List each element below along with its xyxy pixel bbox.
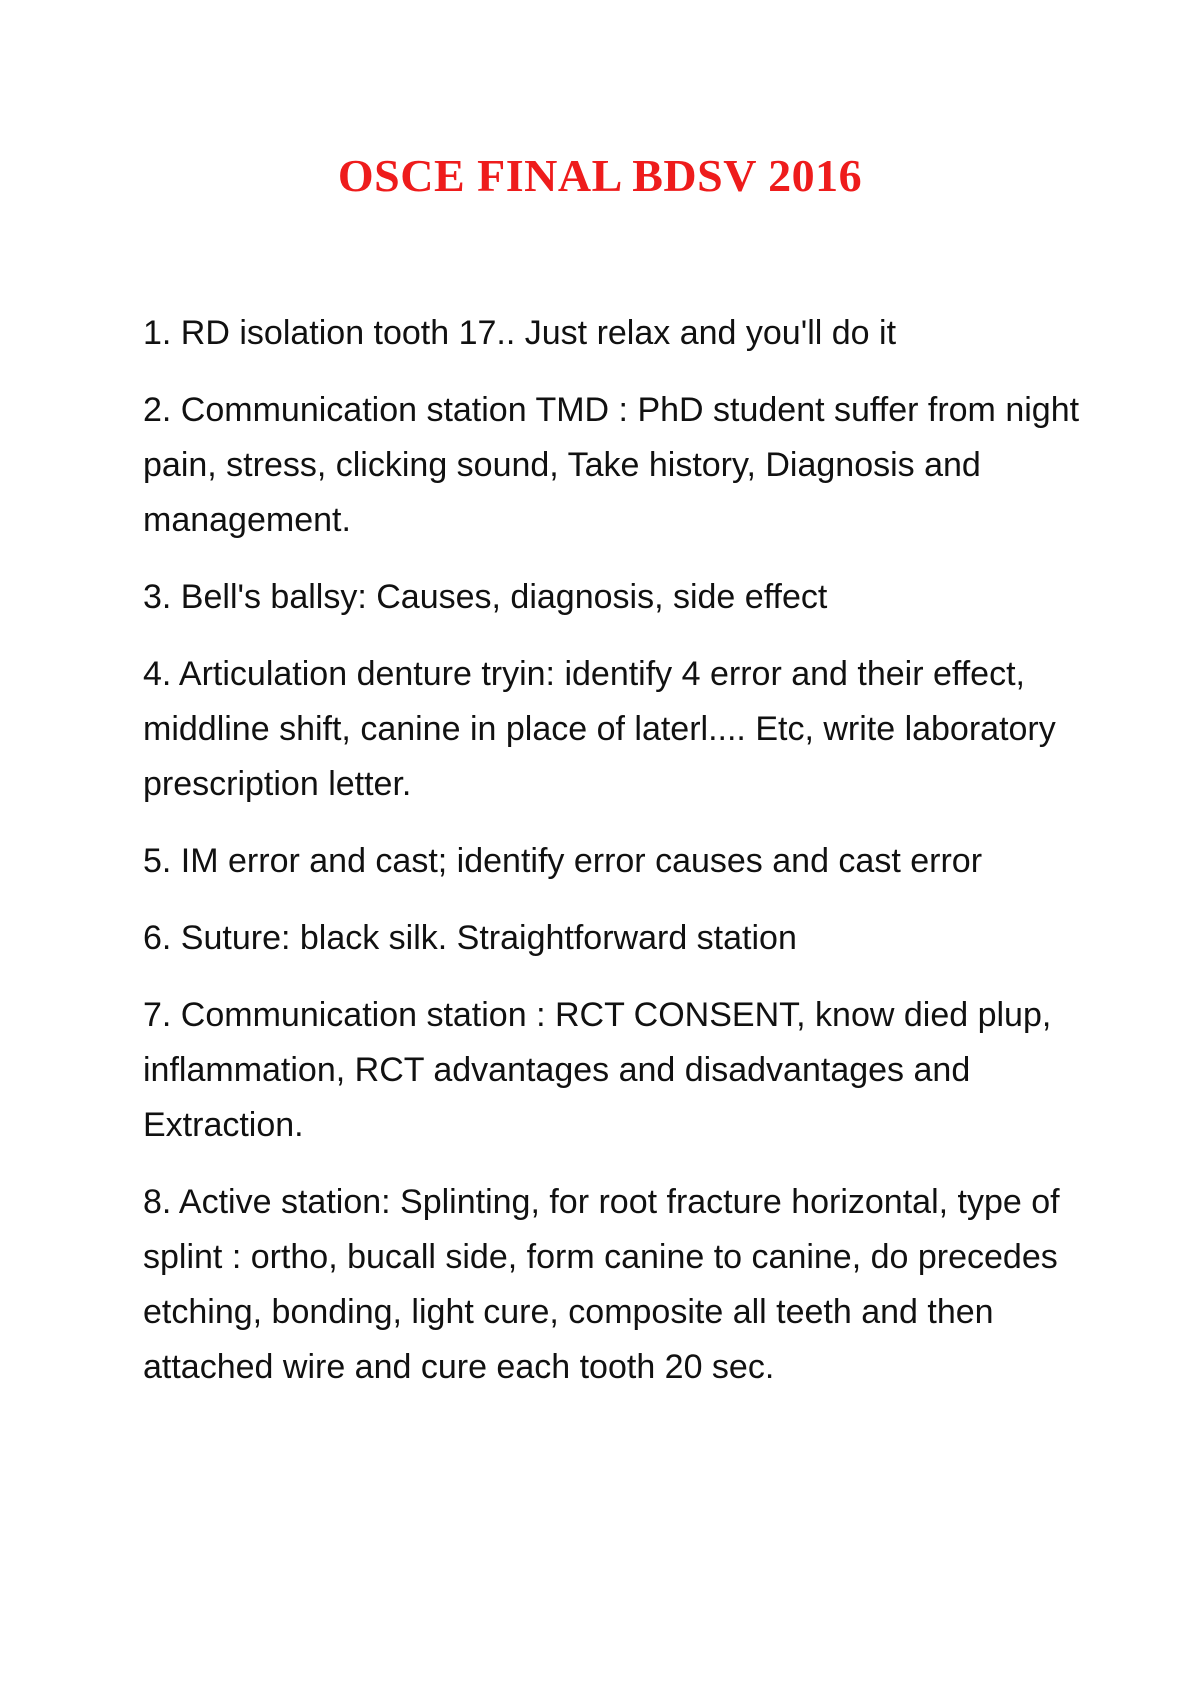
station-item-4: 4. Articulation denture tryin: identify 4 error and their effect, middline shift, canine in place of laterl.... Etc, write laboratory prescription letter. bbox=[143, 655, 1056, 803]
station-item-6: 6. Suture: black silk. Straightforward station bbox=[143, 919, 797, 957]
station-item-8: 8. Active station: Splinting, for root fracture horizontal, type of splint : ortho, bucall side, form canine to canine, do precedes etching, bonding, light cure, composite all teeth and then attached wire and cure each tooth 20 sec. bbox=[143, 1183, 1060, 1386]
station-list bbox=[143, 306, 1093, 1417]
document-title: OSCE FINAL BDSV 2016 bbox=[337, 150, 863, 201]
station-item-1: 1. RD isolation tooth 17.. Just relax and you'll do it bbox=[143, 314, 897, 352]
station-item-5: 5. IM error and cast; identify error causes and cast error bbox=[143, 842, 983, 880]
station-item-3: 3. Bell's ballsy: Causes, diagnosis, side effect bbox=[143, 578, 828, 616]
station-item-2: 2. Communication station TMD : PhD student suffer from night pain, stress, clicking sound, Take history, Diagnosis and management. bbox=[143, 391, 1080, 539]
station-item-7: 7. Communication station : RCT CONSENT, know died plup, inflammation, RCT advantages and disadvantages and Extraction. bbox=[143, 996, 1052, 1144]
